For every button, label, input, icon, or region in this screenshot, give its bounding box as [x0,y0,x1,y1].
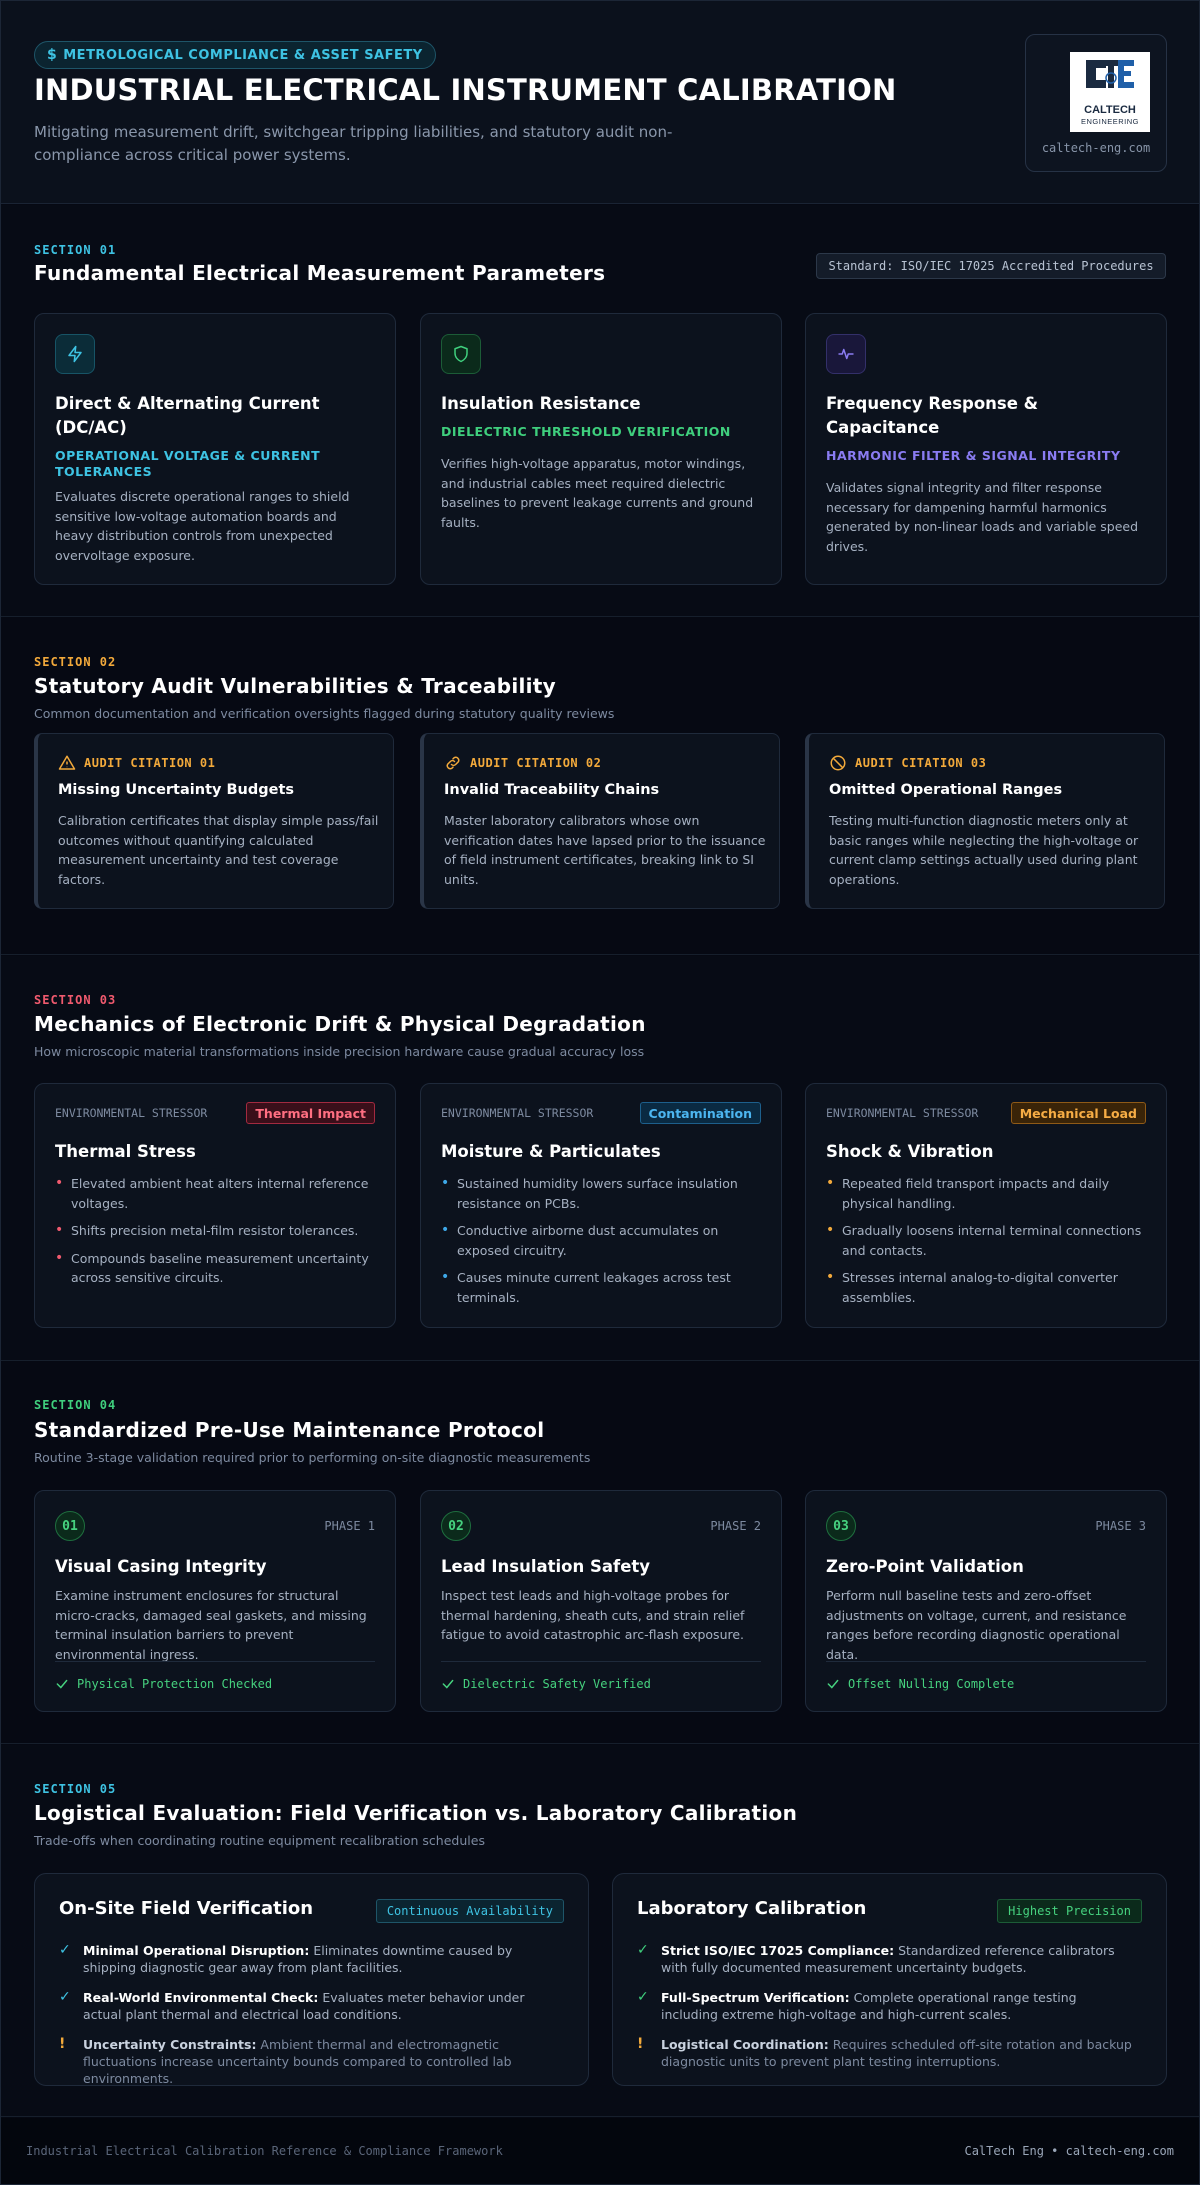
section-measurement-parameters [1,205,1199,617]
audit-citation-label: AUDIT CITATION 03 [855,756,987,770]
logo-card[interactable] [1025,34,1167,172]
list-item: ✓ Strict ISO/IEC 17025 Compliance: Standardized reference calibrators with fully documented measurement uncertainty budgets. [637,1942,1115,1975]
parameter-card [420,313,782,585]
page-title: INDUSTRIAL ELECTRICAL INSTRUMENT CALIBRATION [34,73,897,107]
section-subtitle: Trade-offs when coordinating routine equipment recalibration schedules [34,1833,485,1848]
list-item: ✓ Full-Spectrum Verification: Complete operational range testing including extreme high-voltage and high-current scales. [637,1989,1077,2022]
stressor-title: Shock & Vibration [826,1142,994,1161]
list-item: • Elevated ambient heat alters internal reference voltages. [55,1175,369,1211]
phase-status-label: Physical Protection Checked [77,1677,273,1691]
section-title: Mechanics of Electronic Drift & Physical Degradation [34,1012,646,1036]
stressor-bullets [441,1174,761,1315]
ban-icon [829,754,847,772]
list-item: • Sustained humidity lowers surface insulation resistance on PCBs. [441,1175,738,1211]
divider [55,1661,375,1662]
section-title: Fundamental Electrical Measurement Parameters [34,261,606,285]
comparison-badge: Highest Precision [997,1899,1142,1923]
compliance-badge-label: METROLOGICAL COMPLIANCE & ASSET SAFETY [63,47,423,63]
phase-body: Inspect test leads and high-voltage probes for thermal hardening, sheath cuts, and strain relief fatigue to avoid catastrophic arc-flash exposure. [441,1588,745,1642]
audit-citation-body: Master laboratory calibrators whose own verification dates have lapsed prior to the issuance of field instrument certificates, breaking link to SI units. [444,813,766,887]
section-subtitle: Routine 3-stage validation required prior to performing on-site diagnostic measurements [34,1450,591,1465]
phase-label: PHASE 2 [710,1519,761,1533]
bolt-icon [55,334,95,374]
audit-citation-body: Calibration certificates that display simple pass/fail outcomes without quantifying calculated measurement uncertainty and test coverage factors. [58,813,379,887]
comparison-badge: Continuous Availability [376,1899,564,1923]
section-subtitle: How microscopic material transformations inside precision hardware cause gradual accuracy loss [34,1044,645,1059]
stressor-badge: Mechanical Load [1011,1102,1146,1124]
audit-citation-label: AUDIT CITATION 02 [470,756,602,770]
section-tag: SECTION 01 [34,243,117,257]
list-item: ✓ Real-World Environmental Check: Evaluates meter behavior under actual plant thermal and electrical load conditions. [59,1989,525,2022]
audit-citation-card [34,733,394,909]
audit-citation-label: AUDIT CITATION 01 [84,756,216,770]
parameter-title: Insulation Resistance [441,394,641,413]
comparison-list [637,1942,1137,2083]
divider [826,1661,1146,1662]
divider [441,1661,761,1662]
list-item: • Gradually loosens internal terminal connections and contacts. [826,1222,1142,1258]
phase-card [805,1490,1167,1712]
stressor-badge: Thermal Impact [246,1102,375,1124]
stressor-badge: Contamination [640,1102,761,1124]
phase-status-label: Dielectric Safety Verified [463,1677,651,1691]
parameter-card [805,313,1167,585]
check-icon [441,1677,455,1691]
page-header [1,1,1199,204]
stressor-card [34,1083,396,1328]
section-maintenance-protocol [1,1362,1199,1744]
parameter-kicker: OPERATIONAL VOLTAGE & CURRENT TOLERANCES [55,448,321,479]
shield-icon [441,334,481,374]
section-drift-mechanics [1,956,1199,1361]
phase-body: Perform null baseline tests and zero-offset adjustments on voltage, current, and resistance ranges before recording diagnostic operational data. [826,1588,1127,1662]
parameter-body: Verifies high-voltage apparatus, motor windings, and industrial cables meet required dielectric baselines to prevent leakage currents and ground faults. [441,456,754,530]
parameter-body: Validates signal integrity and filter response necessary for dampening harmful harmonics generated by non-linear loads and variable speed drives. [826,480,1139,554]
phase-number: 01 [55,1511,85,1541]
parameter-card [34,313,396,585]
section-tag: SECTION 03 [34,993,117,1007]
audit-citation-header [444,754,601,772]
comparison-title: Laboratory Calibration [637,1898,867,1919]
list-item: • Compounds baseline measurement uncertainty across sensitive circuits. [55,1249,369,1285]
stressor-label: ENVIRONMENTAL STRESSOR [826,1106,979,1120]
audit-citation-card [420,733,780,909]
section-logistical-evaluation [1,1745,1199,2117]
field-verification-card [34,1873,589,2086]
parameter-kicker: DIELECTRIC THRESHOLD VERIFICATION [441,424,731,439]
dollar-icon: $ [47,47,58,63]
phase-title: Visual Casing Integrity [55,1557,267,1576]
phase-title: Zero-Point Validation [826,1557,1024,1576]
compliance-badge [34,41,436,69]
section-tag: SECTION 05 [34,1782,117,1796]
section-title: Logistical Evaluation: Field Verification vs. Laboratory Calibration [34,1801,798,1825]
phase-number: 02 [441,1511,471,1541]
comparison-title: On-Site Field Verification [59,1898,314,1919]
phase-label: PHASE 1 [324,1519,375,1533]
phase-label: PHASE 3 [1095,1519,1146,1533]
list-item: • Conductive airborne dust accumulates on exposed circuitry. [441,1222,719,1258]
phase-body: Examine instrument enclosures for structural micro-cracks, damaged seal gaskets, and missing terminal insulation barriers to prevent environmental ingress. [55,1588,367,1662]
stressor-label: ENVIRONMENTAL STRESSOR [55,1106,208,1120]
parameter-kicker: HARMONIC FILTER & SIGNAL INTEGRITY [826,448,1121,463]
warning-icon [58,754,76,772]
phase-status [441,1677,651,1691]
stressor-card [805,1083,1167,1328]
audit-citation-card [805,733,1165,909]
section-tag: SECTION 04 [34,1398,117,1412]
phase-title: Lead Insulation Safety [441,1557,651,1576]
check-icon [826,1677,840,1691]
section-title: Statutory Audit Vulnerabilities & Traceability [34,674,556,698]
section-tag: SECTION 02 [34,655,117,669]
phase-status-label: Offset Nulling Complete [848,1677,1015,1691]
page-footer [1,2118,1199,2184]
parameter-title: Direct & Alternating Current (DC/AC) [55,394,320,437]
phase-status [55,1677,272,1691]
link-icon [444,754,462,772]
parameter-body: Evaluates discrete operational ranges to shield sensitive low-voltage automation boards and heavy distribution controls from unexpected overvoltage exposure. [55,489,350,563]
logo-company-name: CALTECH [1084,104,1136,116]
phase-status [826,1677,1014,1691]
logo-tagline: ENGINEERING [1080,117,1139,126]
audit-citation-title: Omitted Operational Ranges [829,782,1063,798]
stressor-card [420,1083,782,1328]
phase-number: 03 [826,1511,856,1541]
stressor-bullets [55,1174,375,1296]
section-subtitle: Common documentation and verification oversights flagged during statutory quality reviews [34,706,615,721]
pulse-icon [826,334,866,374]
list-item: • Stresses internal analog-to-digital converter assemblies. [826,1269,1118,1305]
audit-citation-title: Invalid Traceability Chains [444,782,660,798]
phase-card [34,1490,396,1712]
stressor-bullets [826,1174,1146,1315]
page-subtitle: Mitigating measurement drift, switchgear tripping liabilities, and statutory audit non-compliance across critical power systems. [34,123,673,164]
audit-citation-title: Missing Uncertainty Budgets [58,782,295,798]
stressor-title: Moisture & Particulates [441,1142,661,1161]
audit-citation-header [829,754,986,772]
company-logo [1070,52,1150,132]
audit-citation-body: Testing multi-function diagnostic meters only at basic ranges while neglecting the high-voltage or current clamp settings actually used during plant operations. [829,813,1139,887]
footer-brand-link[interactable]: CalTech Eng • caltech-eng.com [964,2144,1174,2158]
parameter-title: Frequency Response & Capacitance [826,394,1039,437]
list-item: • Shifts precision metal-film resistor tolerances. [55,1222,359,1238]
standard-badge: Standard: ISO/IEC 17025 Accredited Procedures [816,253,1166,279]
lab-calibration-card [612,1873,1167,2086]
section-title: Standardized Pre-Use Maintenance Protocol [34,1418,545,1442]
list-item: • Causes minute current leakages across test terminals. [441,1269,731,1305]
stressor-title: Thermal Stress [55,1142,196,1161]
check-icon [55,1677,69,1691]
section-audit-vulnerabilities [1,618,1199,955]
logo-url[interactable]: caltech-eng.com [1041,141,1151,155]
list-item: • Repeated field transport impacts and daily physical handling. [826,1175,1110,1211]
list-item: ✓ Minimal Operational Disruption: Eliminates downtime caused by shipping diagnostic gear away from plant facilities. [59,1942,513,1975]
phase-card [420,1490,782,1712]
comparison-list [59,1942,559,2100]
stressor-label: ENVIRONMENTAL STRESSOR [441,1106,594,1120]
audit-citation-header [58,754,215,772]
list-item: ! Uncertainty Constraints: Ambient thermal and electromagnetic fluctuations increase uncertainty bounds compared to controlled lab environments. [59,2036,512,2086]
list-item: ! Logistical Coordination: Requires scheduled off-site rotation and backup diagnostic units to prevent plant testing interruptions. [637,2036,1132,2069]
footer-text: Industrial Electrical Calibration Reference & Compliance Framework [26,2144,503,2158]
